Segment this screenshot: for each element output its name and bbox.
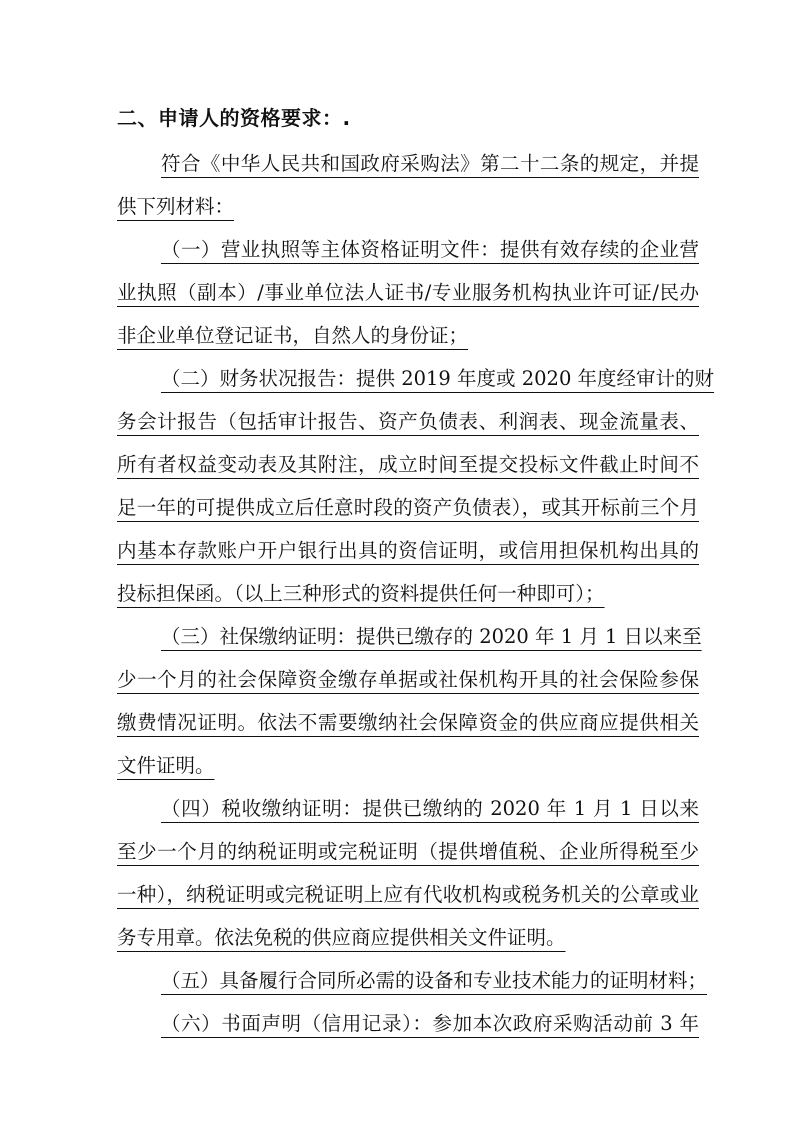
item-2-line-4: 足一年的可提供成立后任意时段的资产负债表），或其开标前三个月: [117, 496, 699, 519]
paragraph-intro-line-1: 符合《中华人民共和国政府采购法》第二十二条的规定，并提: [161, 152, 699, 175]
item-1-line-3: 非企业单位登记证书，自然人的身份证；: [117, 324, 469, 347]
item-1-line-2: 业执照（副本）/事业单位法人证书/专业服务机构执业许可证/民办: [117, 281, 699, 304]
item-5-line-1: （五）具备履行合同所必需的设备和专业技术能力的证明材料；: [161, 969, 708, 992]
item-2-line-1: （二）财务状况报告：提供 2019 年度或 2020 年度经审计的财: [161, 367, 715, 390]
item-4-line-2: 至少一个月的纳税证明或完税证明（提供增值税、企业所得税至少: [117, 840, 699, 863]
item-3-line-4: 文件证明。: [117, 754, 215, 777]
item-2-line-2: 务会计报告（包括审计报告、资产负债表、利润表、现金流量表、: [117, 410, 699, 433]
item-3-line-1: （三）社保缴纳证明：提供已缴存的 2020 年 1 月 1 日以来至: [161, 625, 702, 648]
item-3-line-3: 缴费情况证明。依法不需要缴纳社会保障资金的供应商应提供相关: [117, 711, 699, 734]
item-2-line-3: 所有者权益变动表及其附注，成立时间至提交投标文件截止时间不: [117, 453, 699, 476]
item-2-line-5: 内基本存款账户开户银行出具的资信证明，或信用担保机构出具的: [117, 539, 699, 562]
section-heading: 二、申请人的资格要求：.: [117, 106, 351, 130]
item-1-line-1: （一）营业执照等主体资格证明文件：提供有效存续的企业营: [161, 238, 699, 261]
item-4-line-1: （四）税收缴纳证明：提供已缴纳的 2020 年 1 月 1 日以来: [161, 797, 699, 820]
item-4-line-3: 一种），纳税证明或完税证明上应有代收机构或税务机关的公章或业: [117, 883, 699, 906]
paragraph-intro-line-2: 供下列材料：: [117, 195, 235, 218]
item-4-line-4: 务专用章。依法免税的供应商应提供相关文件证明。: [117, 926, 566, 949]
item-2-line-6: 投标担保函。（以上三种形式的资料提供任何一种即可）；: [117, 582, 605, 605]
item-6-line-1: （六）书面声明（信用记录）：参加本次政府采购活动前 3 年: [161, 1012, 699, 1035]
item-3-line-2: 少一个月的社会保障资金缴存单据或社保机构开具的社会保险参保: [117, 668, 699, 691]
